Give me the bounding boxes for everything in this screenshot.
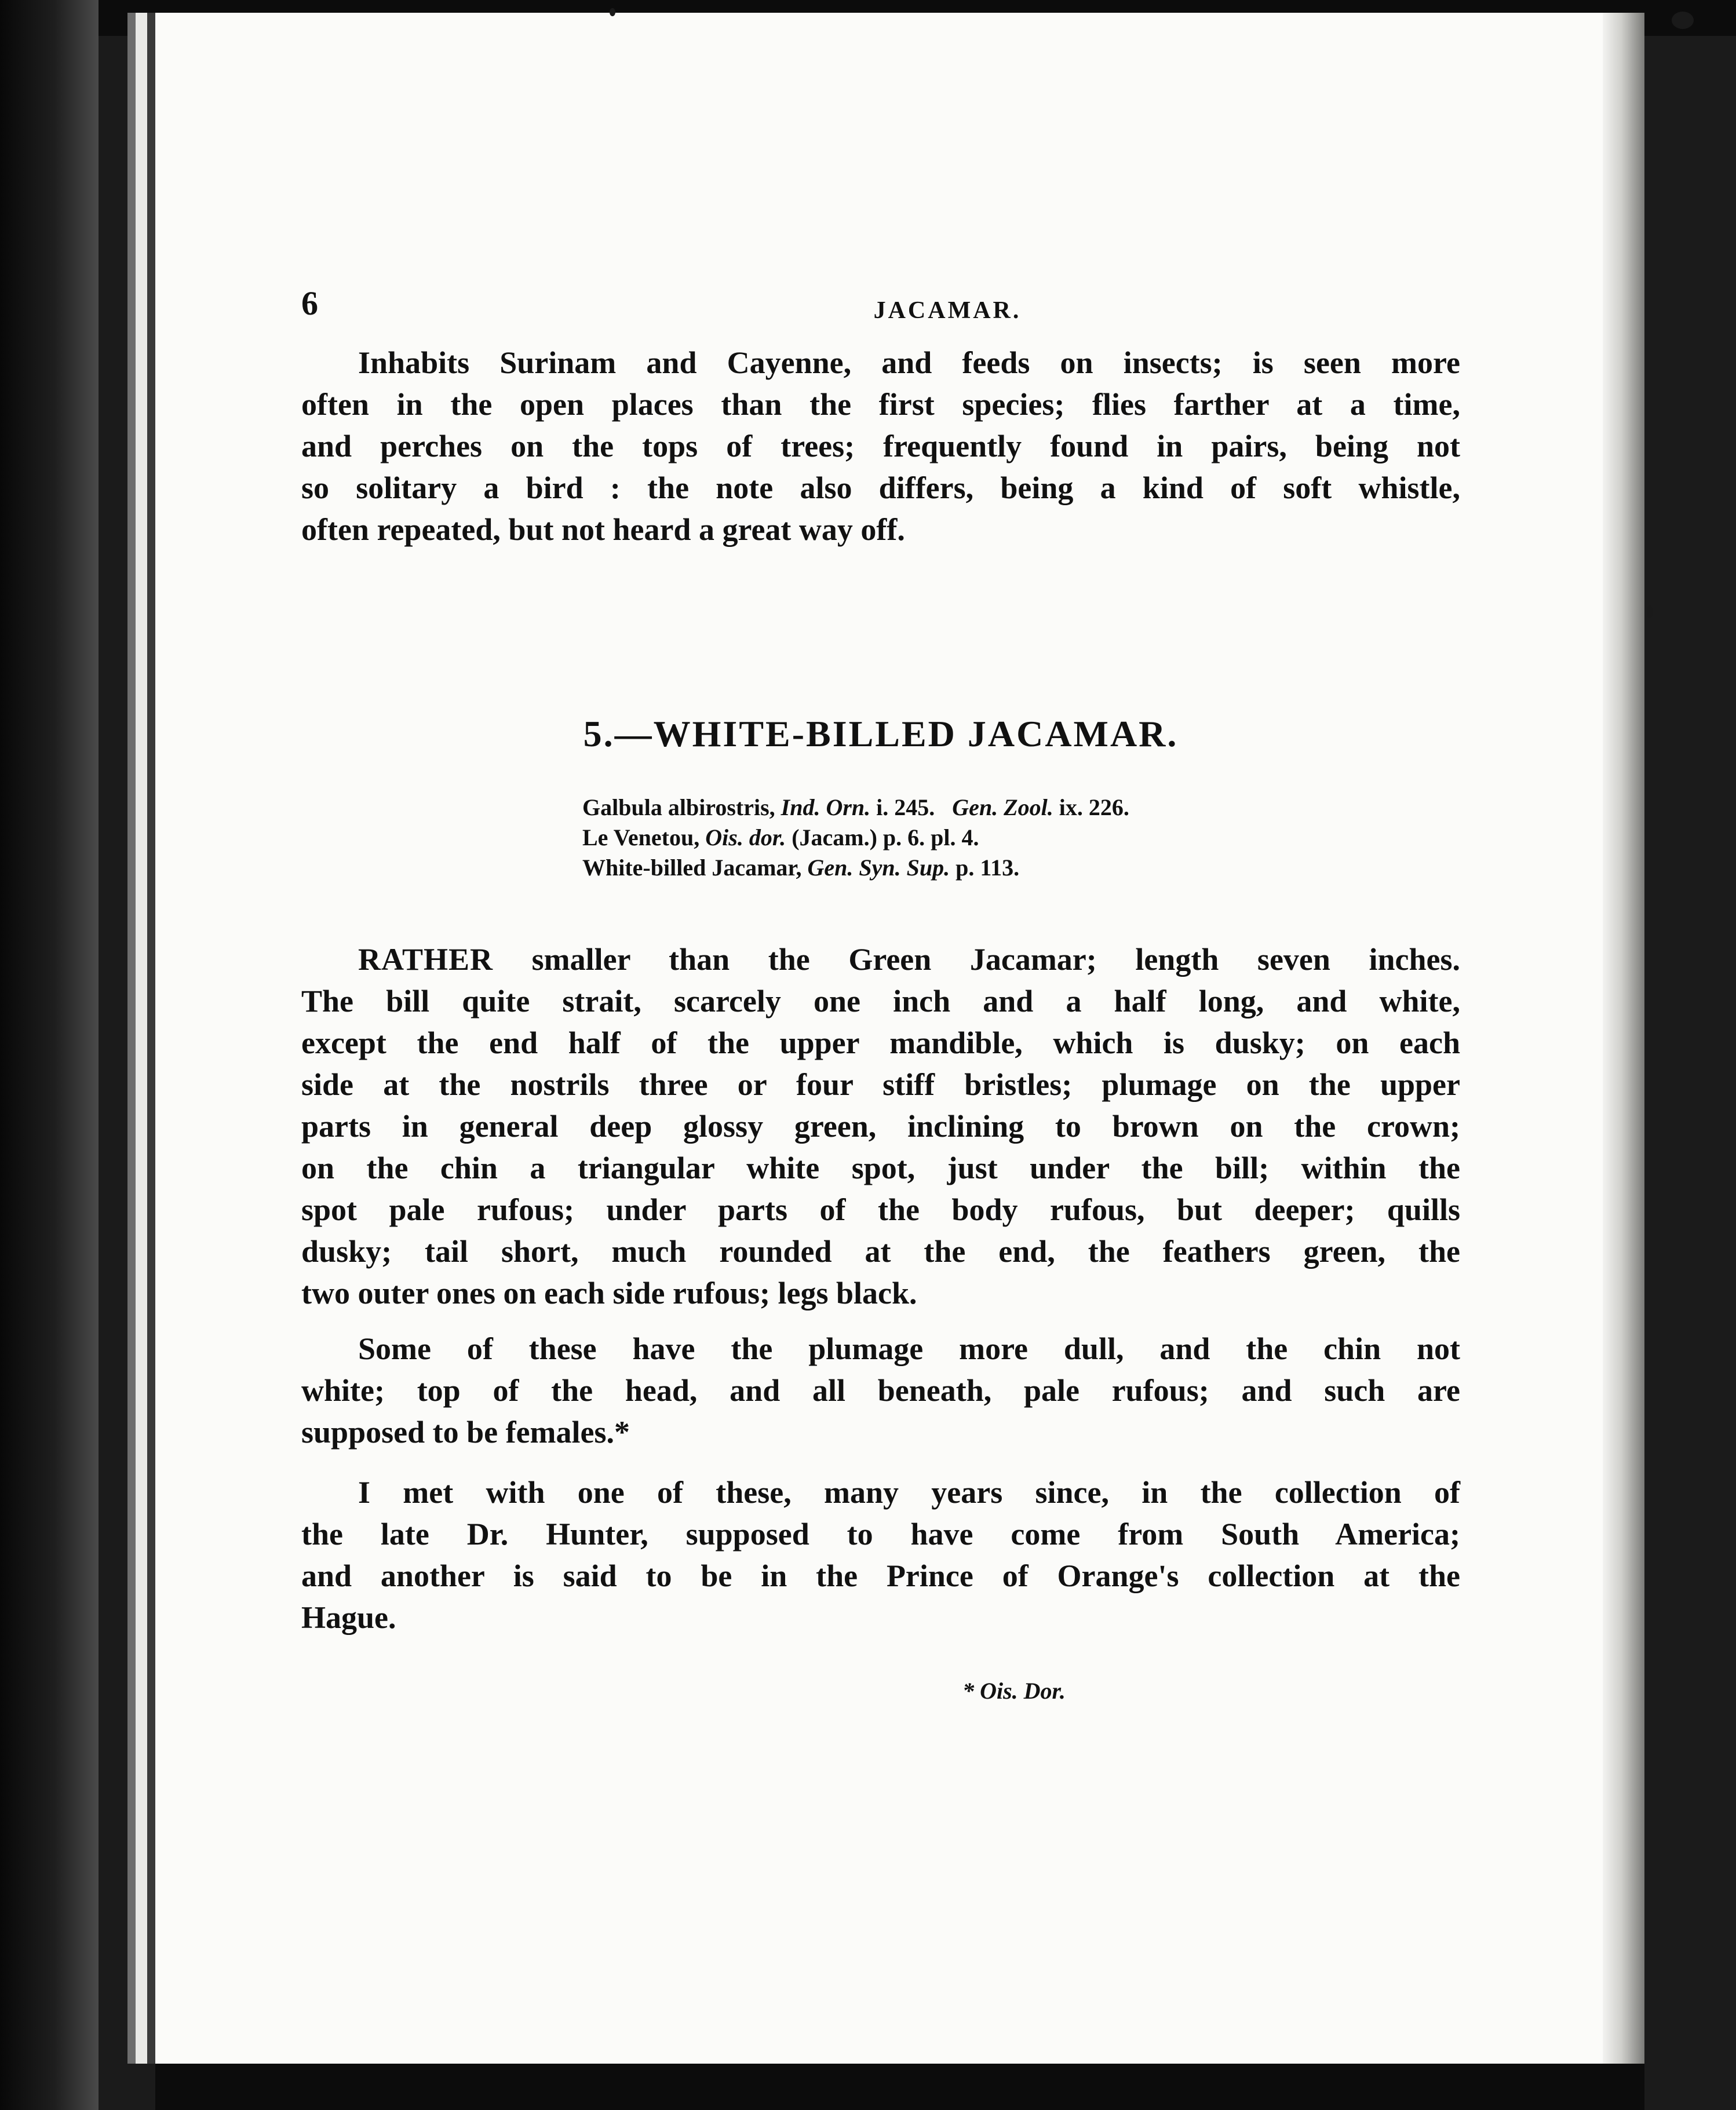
text-line: often repeated, but not heard a great way off. (301, 512, 905, 547)
synonymy-entry: Le Venetou, Ois. dor. (Jacam.) p. 6. pl. 4. (582, 824, 979, 850)
section-title: 5.—WHITE-BILLED JACAMAR. (583, 713, 1179, 754)
text-line: supposed to be females.* (301, 1415, 630, 1450)
females-paragraph (301, 1328, 1460, 1453)
scan-speck (1647, 605, 1653, 618)
text-line: The bill quite strait, scarcely one inch and a half long, and white, (301, 984, 1460, 1019)
synonymy-entry: Galbula albirostris, Ind. Orn. i. 245. Gen. Zool. ix. 226. (582, 794, 1129, 820)
running-title: JACAMAR. (873, 297, 1022, 324)
text-line: and another is said to be in the Prince of Orange's collection at the (301, 1558, 1460, 1593)
text-line: Hague. (301, 1600, 396, 1635)
text-line: except the end half of the upper mandible, which is dusky; on each (301, 1025, 1460, 1060)
scan-border-left (0, 0, 99, 2110)
text-line: the late Dr. Hunter, supposed to have come from South America; (301, 1517, 1460, 1552)
collection-paragraph (301, 1472, 1460, 1638)
text-line: white; top of the head, and all beneath, pale rufous; and such are (301, 1373, 1460, 1408)
text-line: Inhabits Surinam and Cayenne, and feeds on insects; is seen more (358, 345, 1460, 380)
text-line: I met with one of these, many years since, in the collection of (358, 1475, 1460, 1510)
text-line: so solitary a bird : the note also differs, being a kind of soft whistle, (301, 470, 1460, 505)
page-number: 6 (301, 284, 318, 322)
paragraph-lead-word: RATHER (358, 942, 494, 977)
text-line: parts in general deep glossy green, inclining to brown on the crown; (301, 1109, 1460, 1144)
scan-border-bottom (155, 2064, 1644, 2110)
scan-speck (610, 8, 615, 16)
page-gutter-edge (1603, 13, 1644, 2064)
text-line: Some of these have the plumage more dull, and the chin not (358, 1331, 1460, 1366)
synonymy-entry: White-billed Jacamar, Gen. Syn. Sup. p. 113. (582, 855, 1020, 881)
description-paragraph (301, 939, 1460, 1314)
text-line: two outer ones on each side rufous; legs black. (301, 1276, 917, 1310)
footnote: * Ois. Dor. (962, 1678, 1066, 1704)
running-head (301, 284, 1460, 330)
intro-paragraph (301, 342, 1460, 550)
scan-speck (1672, 12, 1694, 29)
text-line: RATHER smaller than the Green Jacamar; length seven inches. (358, 942, 1460, 977)
text-line: on the chin a triangular white spot, just under the bill; within the (301, 1151, 1460, 1185)
text-line: and perches on the tops of trees; frequently found in pairs, being not (301, 429, 1460, 463)
text-line: spot pale rufous; under parts of the body rufous, but deeper; quills (301, 1192, 1460, 1227)
text-line: dusky; tail short, much rounded at the end, the feathers green, the (301, 1234, 1460, 1269)
synonymy-list (582, 793, 1365, 883)
text-line: often in the open places than the first species; flies farther at a time, (301, 387, 1460, 422)
text-line: side at the nostrils three or four stiff bristles; plumage on the upper (301, 1067, 1460, 1102)
